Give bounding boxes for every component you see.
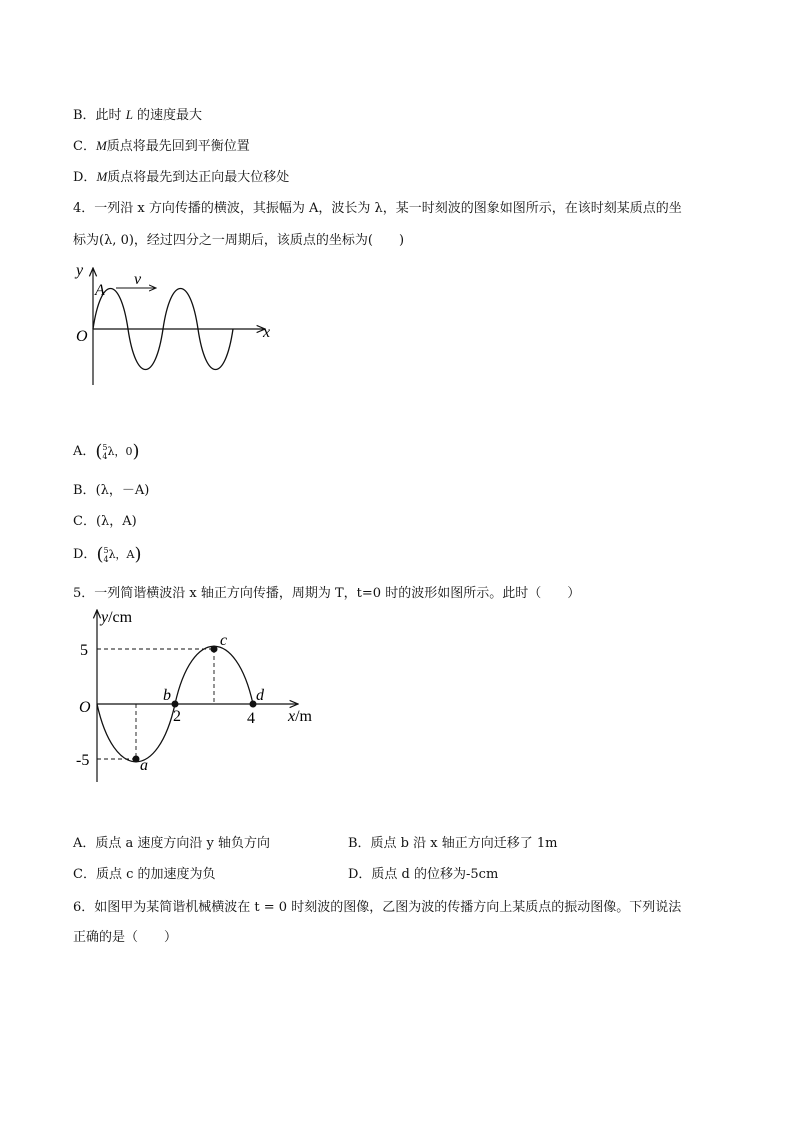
q4-option-d: D．( 5 4 λ，A) (73, 544, 142, 565)
q5-label-b: b (163, 687, 171, 704)
fraction: 5 4 (102, 442, 108, 461)
q4-wave-figure (70, 258, 280, 393)
q5-point-c (211, 646, 218, 653)
q5-point-b (172, 701, 179, 708)
q5-label-a: a (140, 757, 148, 774)
q5-tick-2: 2 (173, 708, 181, 725)
q4-label-amplitude: A (95, 282, 105, 299)
q3-option-c: C．M质点将最先回到平衡位置 (73, 138, 250, 154)
q5-tick-neg5: -5 (76, 752, 90, 769)
q4-label-x: x (263, 324, 271, 341)
q5-option-a: A．质点 a 速度方向沿 y 轴负方向 (73, 836, 271, 851)
q5-option-b: B．质点 b 沿 x 轴正方向迁移了 1m (348, 836, 558, 851)
q5-option-c: C．质点 c 的加速度为负 (73, 867, 216, 882)
q5-xlabel: x/m (288, 708, 312, 725)
q6-stem-line1: 6．如图甲为某简谐机械横波在 t = 0 时刻波的图像，乙图为波的传播方向上某质点的振动图像。下列说法 (73, 900, 682, 915)
q6-stem-line2: 正确的是（ ） (73, 930, 178, 945)
q4-stem-line2: 标为(λ, 0)，经过四分之一周期后，该质点的坐标为( ) (73, 233, 405, 248)
q5-option-d: D．质点 d 的位移为-5cm (348, 867, 499, 882)
q5-stem: 5．一列简谐横波沿 x 轴正方向传播，周期为 T，t=0 时的波形如图所示。此时（ ） (73, 586, 581, 601)
q3-option-b: B．此时 L 的速度最大 (73, 107, 203, 123)
q4-option-c: C．(λ，A) (73, 514, 137, 529)
q4-option-a: A．( 5 4 λ，0) (73, 441, 140, 462)
q5-point-a (133, 756, 140, 763)
q5-tick-5: 5 (80, 642, 88, 659)
q5-label-d: d (256, 687, 264, 704)
q4-label-velocity: v (134, 271, 142, 288)
fraction: 5 4 (103, 545, 109, 564)
q5-wave-figure (74, 602, 329, 787)
q5-tick-4: 4 (247, 710, 255, 727)
q4-label-origin: O (76, 328, 88, 345)
q4-option-b: B．(λ，－A) (73, 483, 150, 498)
q3-option-d: D．M质点将最先到达正向最大位移处 (73, 169, 290, 185)
q5-label-c: c (220, 632, 228, 649)
q5-origin: O (79, 699, 91, 716)
q4-stem-line1: 4．一列沿 x 方向传播的横波，其振幅为 A，波长为 λ，某一时刻波的图象如图所示，在该时刻某质点的坐 (73, 201, 682, 216)
q4-label-y: y (76, 262, 84, 279)
q5-ylabel: y/cm (101, 609, 133, 626)
